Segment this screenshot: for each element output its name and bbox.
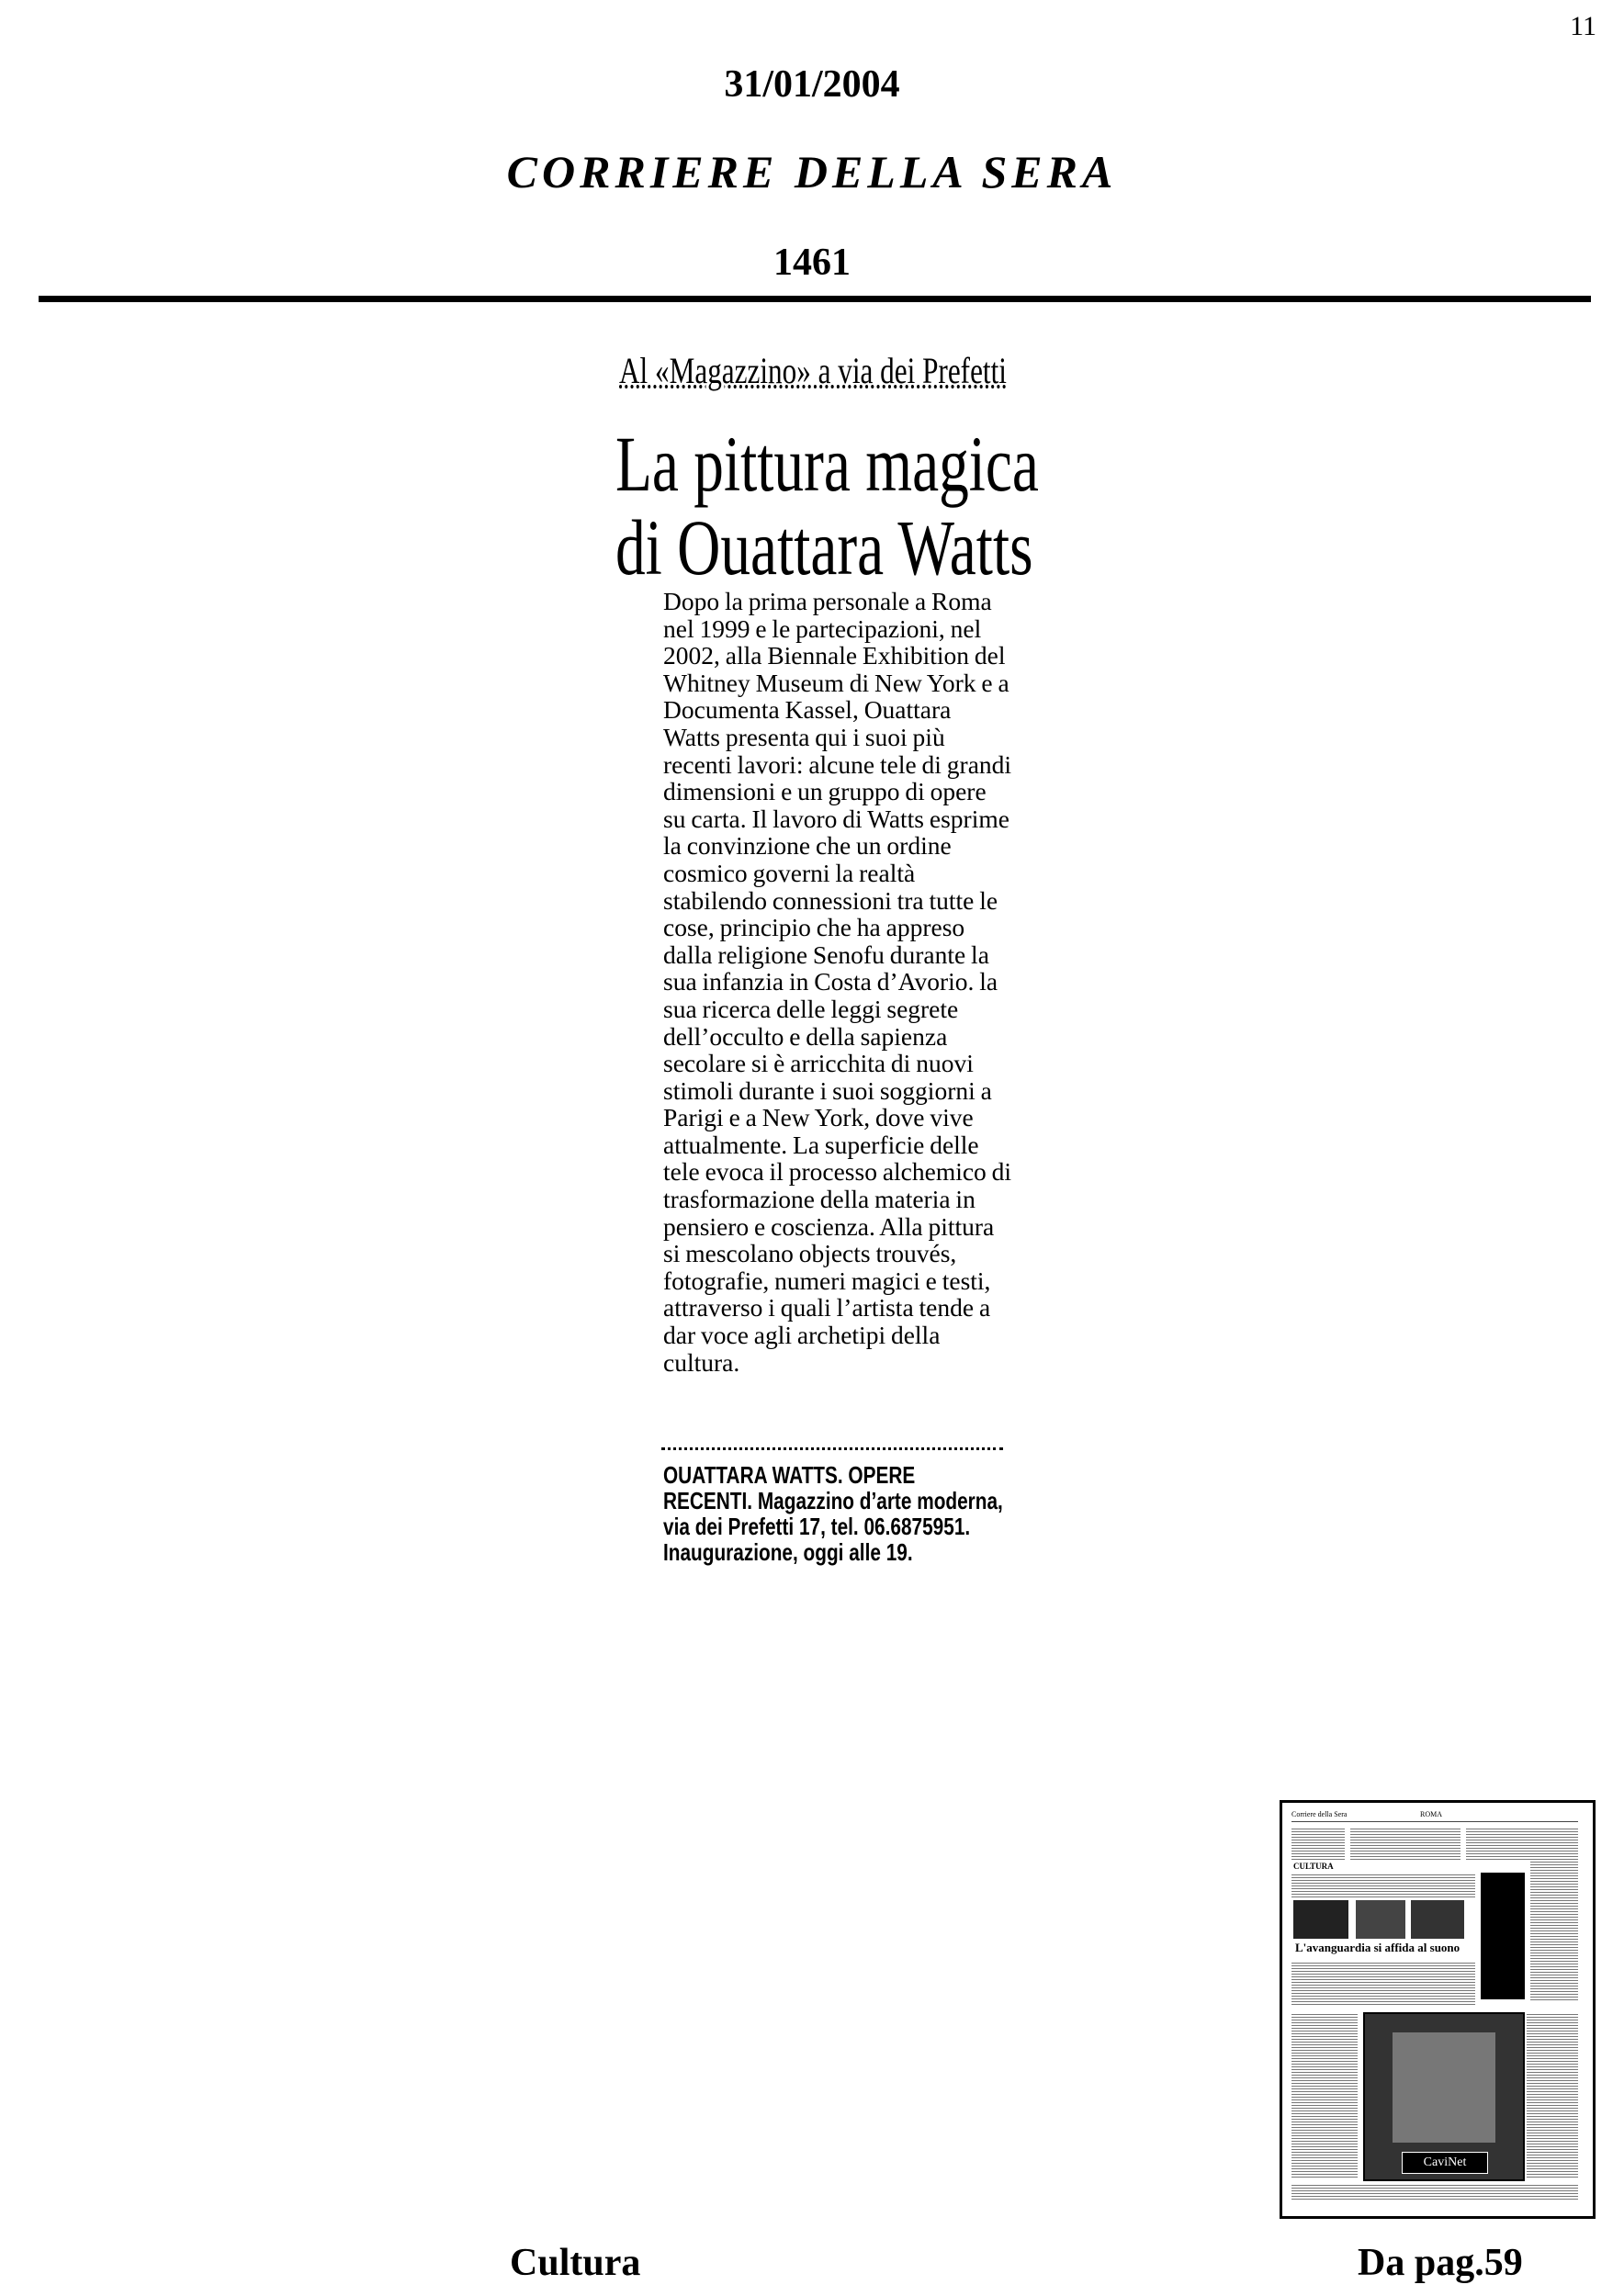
thumbnail-header: [1291, 1812, 1578, 1822]
header-divider: [39, 296, 1591, 302]
thumbnail-photo: [1293, 1900, 1348, 1939]
headline-line-2: di Ouattara Watts: [615, 503, 1033, 592]
thumbnail-column: [1291, 2012, 1358, 2178]
thumbnail-column: [1291, 2183, 1578, 2201]
exhibition-info: OUATTARA WATTS. OPERE RECENTI. Magazzino d’arte moderna, via dei Prefetti 17, tel. 06.6875951. Inaugurazione, oggi alle 19.: [663, 1461, 1003, 1566]
thumbnail-column: [1291, 1873, 1475, 1898]
info-divider: [661, 1447, 1003, 1450]
newspaper-masthead: CORRIERE DELLA SERA: [506, 146, 1118, 197]
clipping-date: 31/01/2004: [724, 63, 900, 106]
clipping-code: 1461: [773, 242, 851, 284]
thumbnail-advert: [1363, 2012, 1525, 2181]
source-page: Da pag.59: [1358, 2242, 1523, 2284]
thumbnail-column: [1530, 1827, 1578, 2001]
article-kicker: Al «Magazzino» a via dei Prefetti: [619, 350, 1007, 391]
headline-line-1: La pittura magica: [615, 420, 1039, 508]
thumbnail-headline: L'avanguardia si affida al suono: [1295, 1941, 1460, 1954]
page-thumbnail: [1280, 1800, 1596, 2219]
thumbnail-advert-logo: CaviNet: [1402, 2152, 1488, 2174]
thumbnail-photo: [1411, 1900, 1464, 1939]
thumbnail-column: [1527, 2012, 1578, 2178]
article-headline: [615, 422, 1039, 590]
thumbnail-section-label: CULTURA: [1293, 1862, 1334, 1871]
thumbnail-advert-photo: [1393, 2032, 1495, 2143]
thumbnail-photo: [1356, 1900, 1405, 1939]
thumbnail-column: [1291, 1961, 1475, 2007]
article-body: Dopo la prima personale a Roma nel 1999 e le partecipazioni, nel 2002, alla Biennale Exhibition del Whitney Museum di New York e a Documenta Kassel, Ouattara Watts presenta qui i suoi più recenti lavori: alcune tele di grandi dimensioni e un gruppo di opere su carta. Il lavoro di Watts esprime la convinzione che un ordine cosmico governi la realtà stabilendo connessioni tra tutte le cose, principio che ha appreso dalla religione Senofu durante la sua infanzia in Costa d’Avorio. la sua ricerca delle leggi segrete dell’occulto e della sapienza secolare si è arricchita di nuovi stimoli durante i suoi soggiorni a Parigi e a New York, dove vive attualmente. La superficie delle tele evoca il processo alchemico di trasformazione della materia in pensiero e coscienza. Alla pittura si mescolano objects trouvés, fotografie, numeri magici e testi, attraverso i quali l’artista tende a dar voce agli archetipi della cultura.: [663, 587, 1012, 1377]
page-number: 11: [1570, 11, 1596, 41]
thumbnail-column: [1350, 1827, 1460, 1860]
thumbnail-header-left: Corriere della Sera: [1291, 1810, 1348, 1818]
thumbnail-header-center: ROMA: [1420, 1810, 1443, 1818]
thumbnail-column: [1291, 1827, 1345, 1860]
thumbnail-black-band: [1481, 1873, 1525, 1999]
section-label: Cultura: [510, 2242, 641, 2284]
